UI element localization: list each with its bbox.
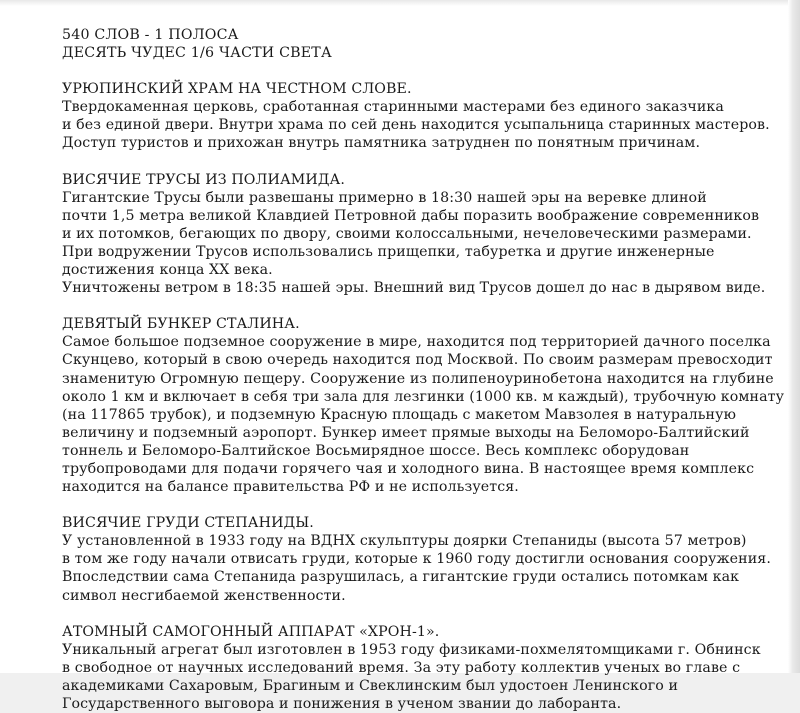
document-header (62, 26, 782, 62)
section-atomic-still (62, 623, 782, 713)
header-line-title: ДЕСЯТЬ ЧУДЕС 1/6 ЧАСТИ СВЕТА (62, 45, 332, 62)
section-stepanida-sculpture (62, 514, 782, 604)
paragraph-line: Уникальный агрегат был изготовлен в 1953 году физиками-похмелятомщиками г. Обнинск (62, 641, 761, 658)
paragraph-line: почти 1,5 метра великой Клавдией Петровной дабы поразить воображение современников (62, 207, 760, 224)
section-heading: АТОМНЫЙ САМОГОННЫЙ АППАРАТ «ХРОН-1». (62, 623, 440, 640)
paragraph-line: в том же году начали отвисать груди, которые к 1960 году достигли основания сооружения. (62, 551, 771, 568)
paragraph-line: около 1 км и включает в себя три зала для лезгинки (1000 кв. м каждый), трубочную комнату (62, 388, 785, 405)
paragraph-line: величину и подземный аэропорт. Бункер имеет прямые выходы на Беломоро-Балтийский (62, 424, 750, 441)
paragraph-line: Уничтожены ветром в 18:35 нашей эры. Внешний вид Трусов дошел до нас в дырявом виде. (62, 280, 766, 297)
paragraph-line: Доступ туристов и прихожан внутрь памятника затруднен по понятным причинам. (62, 135, 701, 152)
document-text (62, 26, 785, 713)
paragraph-line: Твердокаменная церковь, сработанная старинными мастерами без единого заказчика (62, 99, 724, 116)
paragraph-line: При водружении Трусов использовались прищепки, табуретка и другие инженерные (62, 243, 715, 260)
paragraph-line: достижения конца XX века. (62, 262, 273, 279)
paragraph-line: в свободное от научных исследований время. За эту работу коллектив ученых во главе с (62, 659, 741, 676)
paragraph-line: Скунцево, который в свою очередь находится под Москвой. По своим размерам превосходит (62, 352, 773, 369)
section-heading: УРЮПИНСКИЙ ХРАМ НА ЧЕСТНОМ СЛОВЕ. (62, 81, 412, 98)
paragraph-line: Государственного выговора и понижения в ученом звании до лаборанта. (62, 696, 622, 712)
paragraph-line: тоннель и Беломоро-Балтийское Восьмирядное шоссе. Весь комплекс оборудован (62, 442, 690, 459)
paragraph-line: знаменитую Огромную пещеру. Сооружение из полипеноуринобетона находится на глубине (62, 370, 774, 387)
paragraph-line: Самое большое подземное сооружение в мире, находится под территорией дачного поселка (62, 334, 771, 351)
page-top-shadow (0, 0, 800, 6)
paragraph-line: (на 117865 трубок), и подземную Красную площадь с макетом Мавзолея в натуральную (62, 406, 737, 423)
paragraph-line: и их потомков, бегающих по двору, своими колоссальными, нечеловеческими размерами. (62, 225, 752, 242)
paragraph-line: символ несгибаемой женственности. (62, 587, 346, 604)
paragraph-line: У установленной в 1933 году на ВДНХ скульптуры доярки Степаниды (высота 57 метров) (62, 533, 747, 550)
section-heading: ДЕВЯТЫЙ БУНКЕР СТАЛИНА. (62, 316, 300, 333)
paragraph-line: академиками Сахаровым, Брагиным и Свеклинским был удостоен Ленинского и (62, 677, 679, 694)
spacer (62, 62, 782, 80)
spacer (62, 496, 782, 514)
spacer (62, 297, 782, 315)
section-hanging-briefs (62, 171, 782, 298)
spacer (62, 153, 782, 171)
section-heading: ВИСЯЧИЕ ГРУДИ СТЕПАНИДЫ. (62, 515, 314, 532)
paragraph-line: Впоследствии сама Степанида разрушилась, а гигантские груди остались потомкам как (62, 569, 740, 586)
page-right-edge (788, 0, 800, 673)
paragraph-line: Гигантские Трусы были развешаны примерно в 18:30 нашей эры на веревке длиной (62, 189, 707, 206)
spacer (62, 605, 782, 623)
paragraph-line: и без единой двери. Внутри храма по сей день находится усыпальница старинных мастеров. (62, 117, 770, 134)
section-heading: ВИСЯЧИЕ ТРУСЫ ИЗ ПОЛИАМИДА. (62, 171, 345, 188)
paragraph-line: трубопроводами для подачи горячего чая и холодного вина. В настоящее время комплекс (62, 460, 755, 477)
paragraph-line: находится на балансе правительства РФ и не используется. (62, 479, 519, 496)
section-stalin-bunker (62, 315, 785, 496)
header-line-wordcount: 540 СЛОВ - 1 ПОЛОСА (62, 27, 239, 43)
section-uryupinsk-temple (62, 80, 782, 152)
